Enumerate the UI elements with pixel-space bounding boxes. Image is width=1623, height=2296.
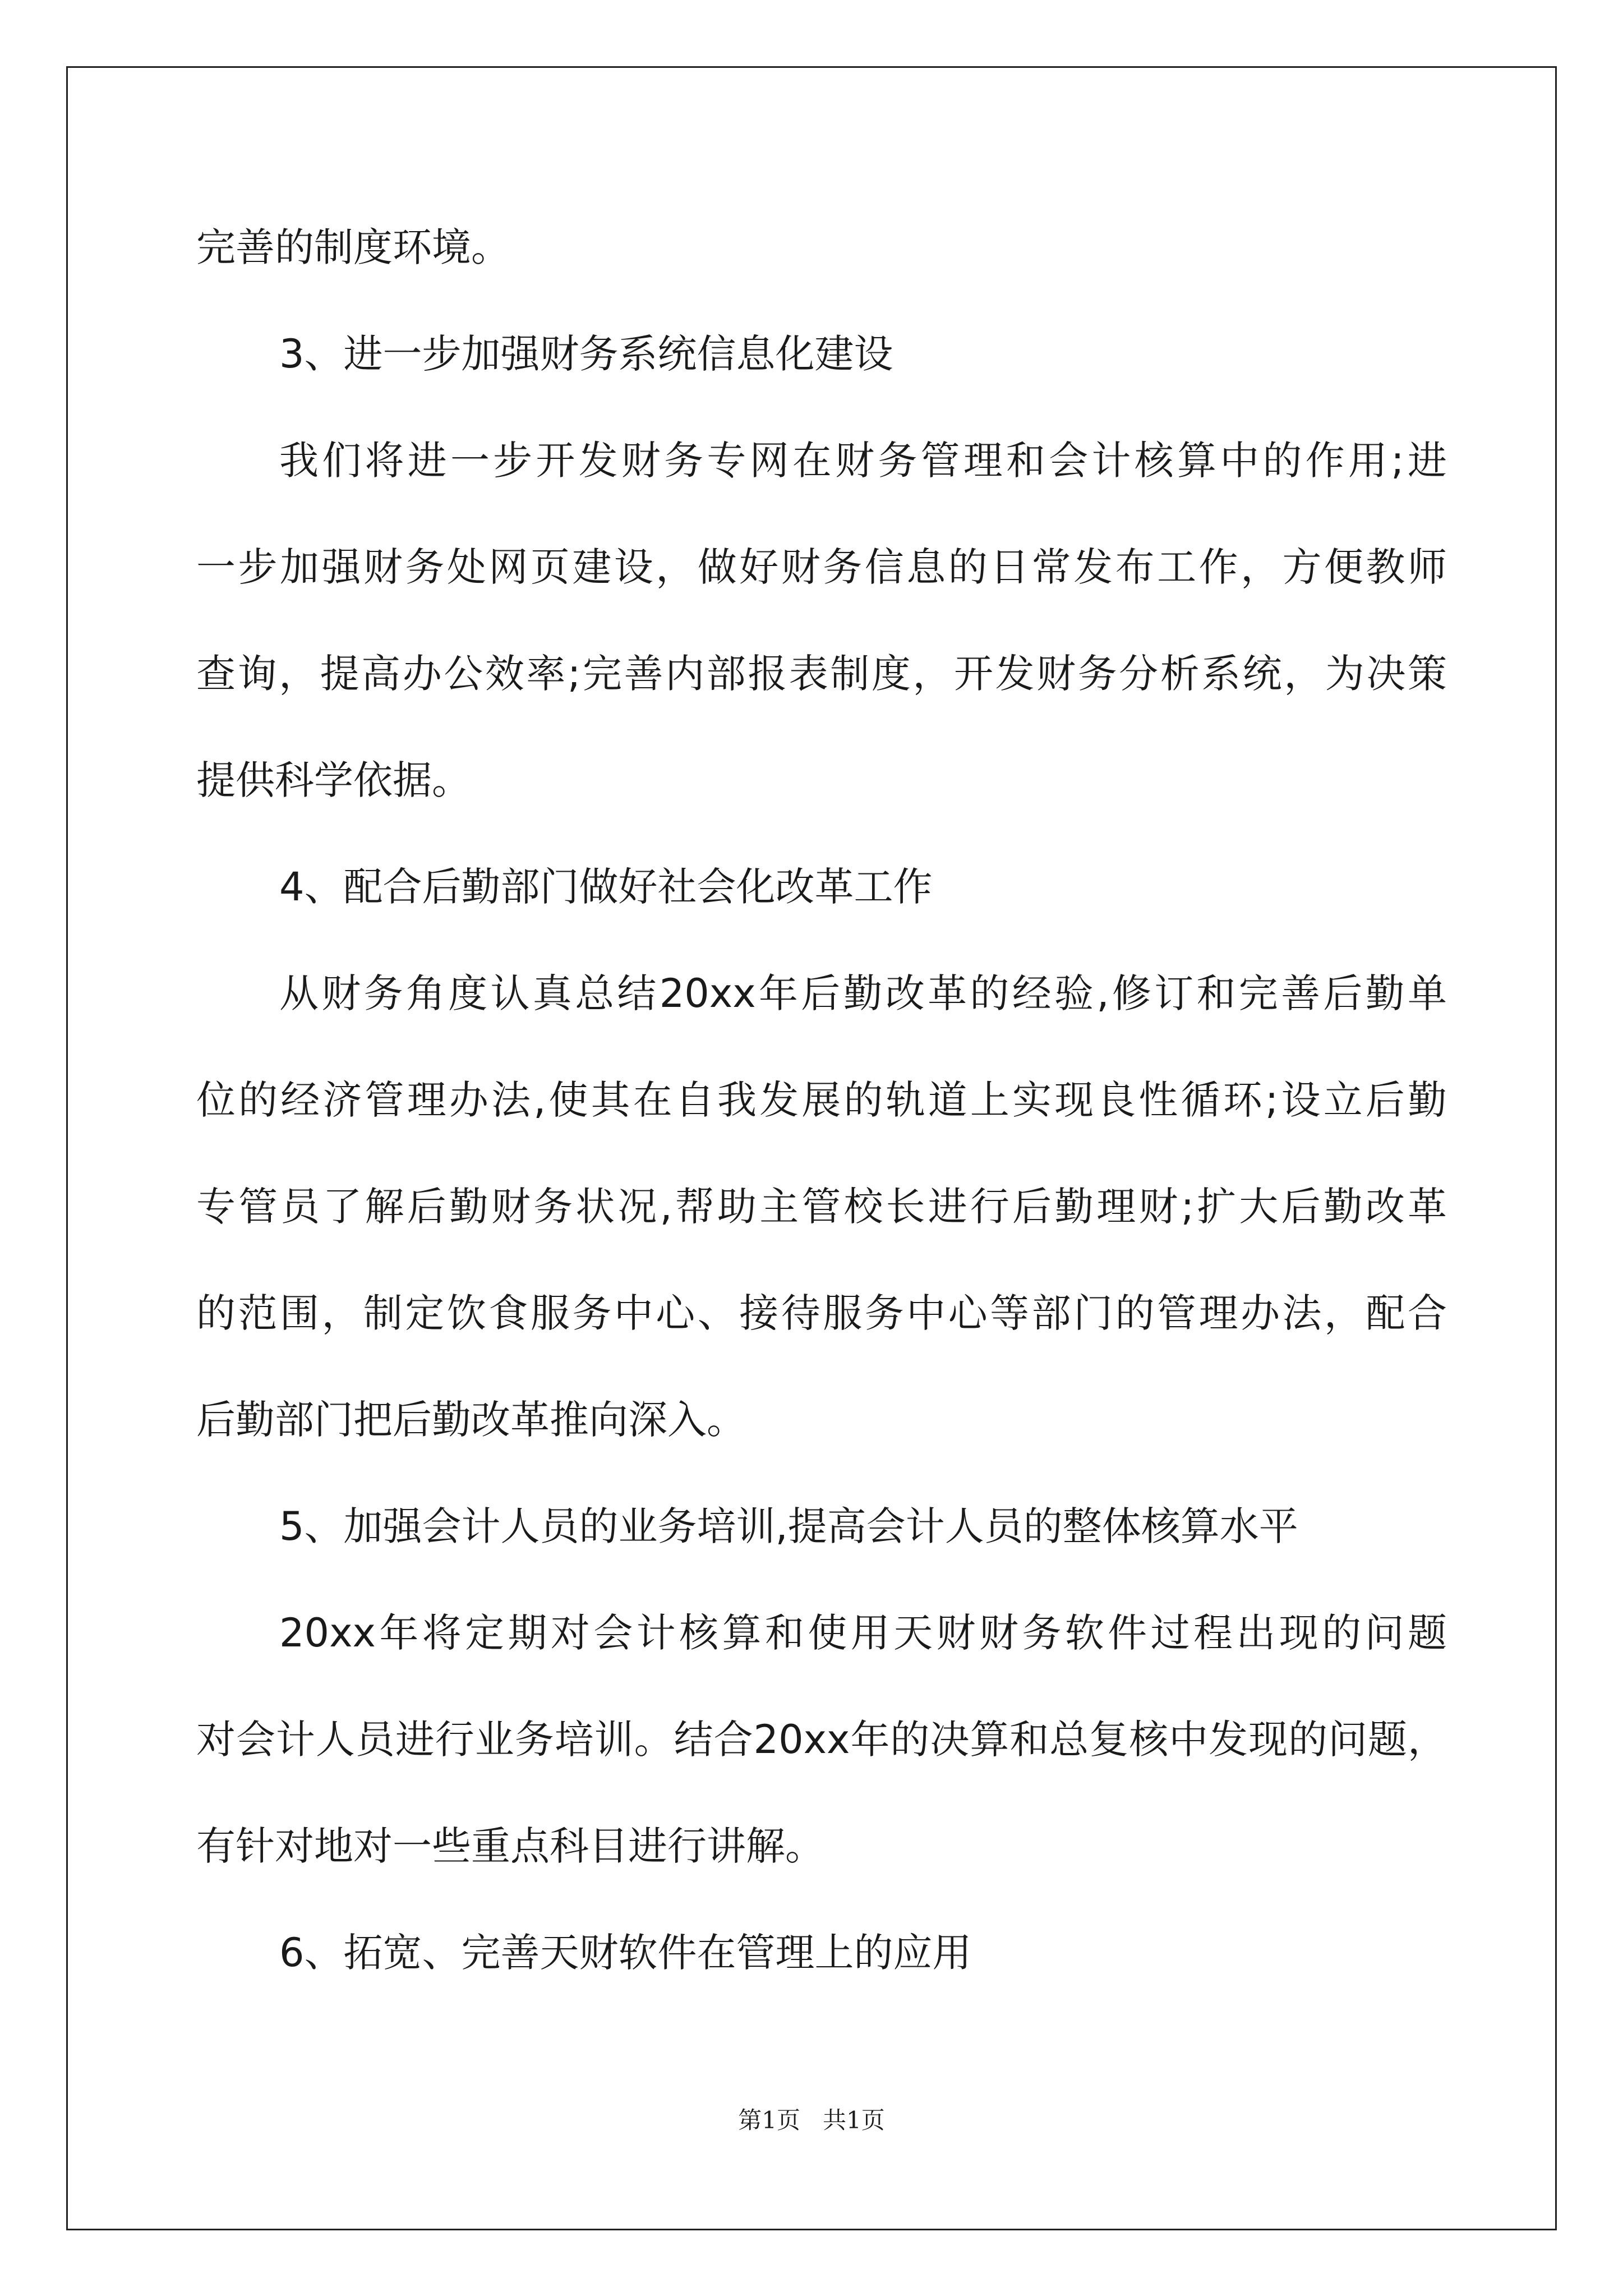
section-heading: 6、拓宽、完善天财软件在管理上的应用: [279, 1930, 972, 1976]
section-heading: 3、进一步加强财务系统信息化建设: [279, 331, 893, 377]
paragraph-line: 提供科学依据。: [196, 757, 471, 803]
paragraph-line: 完善的制度环境。: [196, 224, 510, 270]
paragraph-line: 对会计人员进行业务培训。结合20xx年的决算和总复核中发现的问题，: [196, 1717, 1447, 1763]
page-border: [66, 66, 1557, 2230]
page-footer: [0, 2104, 1623, 2137]
paragraph-line: 从财务角度认真总结20xx年后勤改革的经验,修订和完善后勤单: [279, 970, 1447, 1016]
page-total: 共1页: [823, 2106, 885, 2134]
paragraph-line: 位的经济管理办法,使其在自我发展的轨道上实现良性循环;设立后勤: [196, 1077, 1447, 1123]
paragraph-line: 20xx年将定期对会计核算和使用天财财务软件过程出现的问题: [279, 1610, 1447, 1656]
paragraph-line: 一步加强财务处网页建设，做好财务信息的日常发布工作，方便教师: [196, 544, 1447, 590]
paragraph-line: 查询，提高办公效率;完善内部报表制度，开发财务分析系统，为决策: [196, 651, 1447, 697]
section-heading: 5、加强会计人员的业务培训,提高会计人员的整体核算水平: [279, 1503, 1298, 1549]
section-heading: 4、配合后勤部门做好社会化改革工作: [279, 864, 933, 910]
paragraph-line: 我们将进一步开发财务专网在财务管理和会计核算中的作用;进: [279, 438, 1447, 484]
paragraph-line: 有针对地对一些重点科目进行讲解。: [196, 1823, 824, 1869]
paragraph-line: 的范围，制定饮食服务中心、接待服务中心等部门的管理办法，配合: [196, 1290, 1447, 1336]
footer-spacer: [800, 2106, 823, 2134]
paragraph-line: 专管员了解后勤财务状况,帮助主管校长进行后勤理财;扩大后勤改革: [196, 1184, 1447, 1230]
page-number: 第1页: [738, 2106, 800, 2134]
paragraph-line: 后勤部门把后勤改革推向深入。: [196, 1397, 746, 1443]
